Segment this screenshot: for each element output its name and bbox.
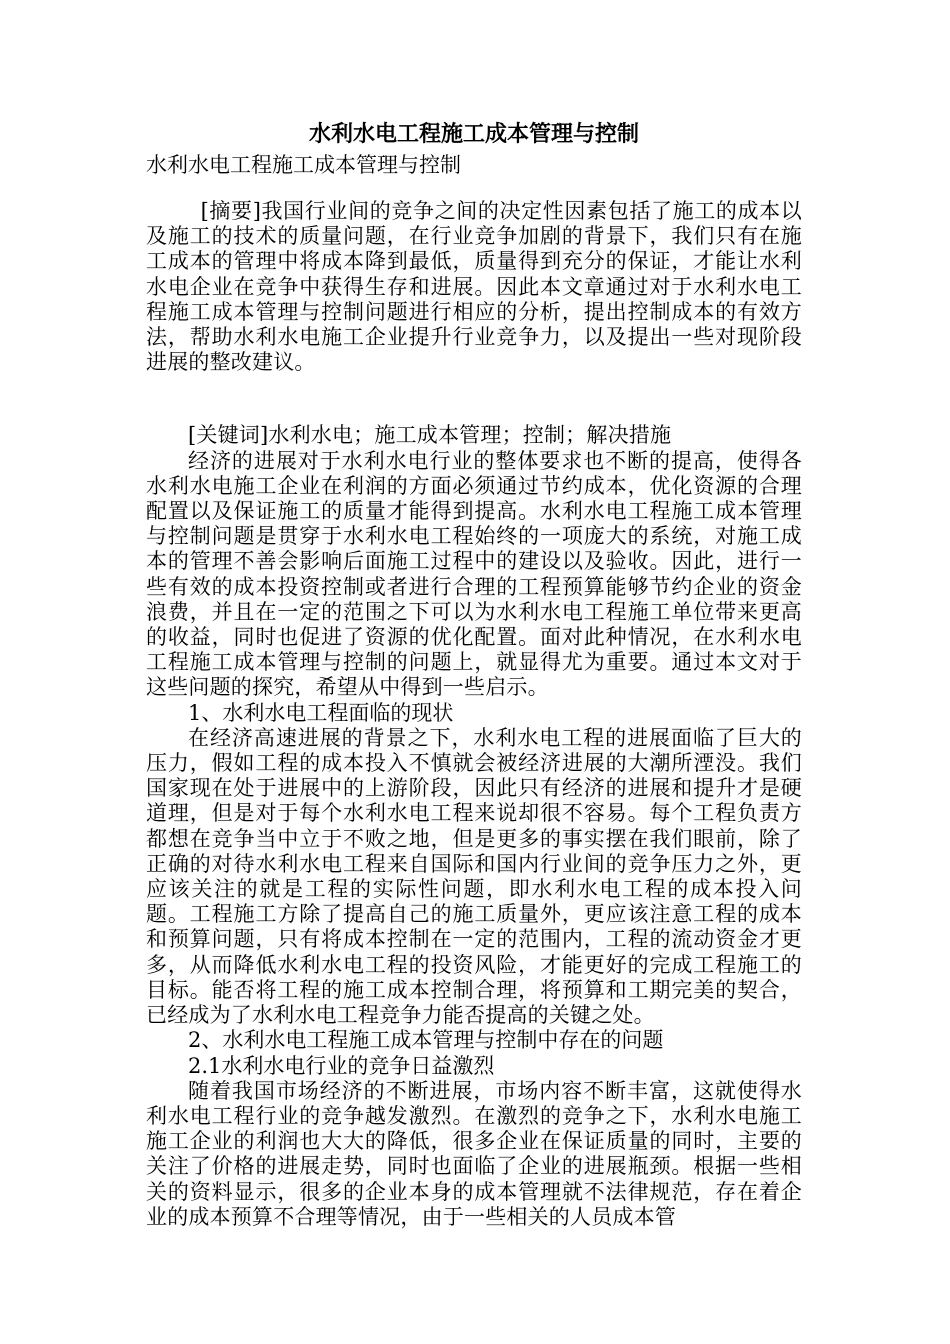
- document-subtitle: 水利水电工程施工成本管理与控制: [146, 153, 461, 177]
- intro-paragraph: 经济的进展对于水利水电行业的整体要求也不断的提高，使得各水利水电施工企业在利润的方面必须通过节约成本，优化资源的合理配置以及保证施工的质量才能得到提高。水利水电工程施工成本管理与控制问题是贯穿于水利水电工程始终的一项庞大的系统，对施工成本的管理不善会影响后面施工过程中的建设以及验收。因此，进行一些有效的成本投资控制或者进行合理的工程预算能够节约企业的资金浪费，并且在一定的范围之下可以为水利水电工程施工单位带来更高的收益，同时也促进了资源的优化配置。面对此种情况，在水利水电工程施工成本管理与控制的问题上，就显得尤为重要。通过本文对于这些问题的探究，希望从中得到一些启示。: [146, 448, 802, 700]
- section-2-1-heading: 2.1水利水电行业的竞争日益激烈: [188, 1053, 495, 1078]
- document-body: [146, 118, 802, 1230]
- document-title: 水利水电工程施工成本管理与控制: [308, 122, 639, 147]
- section-2-1-paragraph: 随着我国市场经济的不断进展，市场内容不断丰富，这就使得水利水电工程行业的竞争越发激烈。在激烈的竞争之下，水利水电施工施工企业的利润也大大的降低，很多企业在保证质量的同时，主要的关注了价格的进展走势，同时也面临了企业的进展瓶颈。根据一些相关的资料显示，很多的企业本身的成本管理就不法律规范，存在着企业的成本预算不合理等情况，由于一些相关的人员成本管: [146, 1078, 802, 1229]
- section-1-heading: 1、水利水电工程面临的现状: [188, 700, 454, 725]
- section-2-heading: 2、水利水电工程施工成本管理与控制中存在的问题: [188, 1028, 664, 1053]
- section-1-paragraph: 在经济高速进展的背景之下，水利水电工程的进展面临了巨大的压力，假如工程的成本投入不慎就会被经济进展的大潮所湮没。我们国家现在处于进展中的上游阶段，因此只有经济的进展和提升才是硬道理，但是对于每个水利水电工程来说却很不容易。每个工程负责方都想在竞争当中立于不败之地，但是更多的事实摆在我们眼前，除了正确的对待水利水电工程来自国际和国内行业间的竞争压力之外，更应该关注的就是工程的实际性问题，即水利水电工程的成本投入问题。工程施工方除了提高自己的施工质量外，更应该注意工程的成本和预算问题，只有将成本控制在一定的范围内，工程的流动资金才更多，从而降低水利水电工程的投资风险，才能更好的完成工程施工的目标。能否将工程的施工成本控制合理，将预算和工期完美的契合，已经成为了水利水电工程竞争力能否提高的关键之处。: [146, 725, 802, 1028]
- keywords-line: [关键词]水利水电；施工成本管理；控制；解决措施: [188, 423, 672, 448]
- abstract-paragraph: [摘要]我国行业间的竞争之间的决定性因素包括了施工的成本以及施工的技术的质量问题，在行业竞争加剧的背景下，我们只有在施工成本的管理中将成本降到最低，质量得到充分的保证，才能让水利水电企业在竞争中获得生存和进展。因此本文章通过对于水利水电工程施工成本管理与控制问题进行相应的分析，提出控制成本的有效方法，帮助水利水电施工企业提升行业竞争力，以及提出一些对现阶段进展的整改建议。: [146, 199, 802, 375]
